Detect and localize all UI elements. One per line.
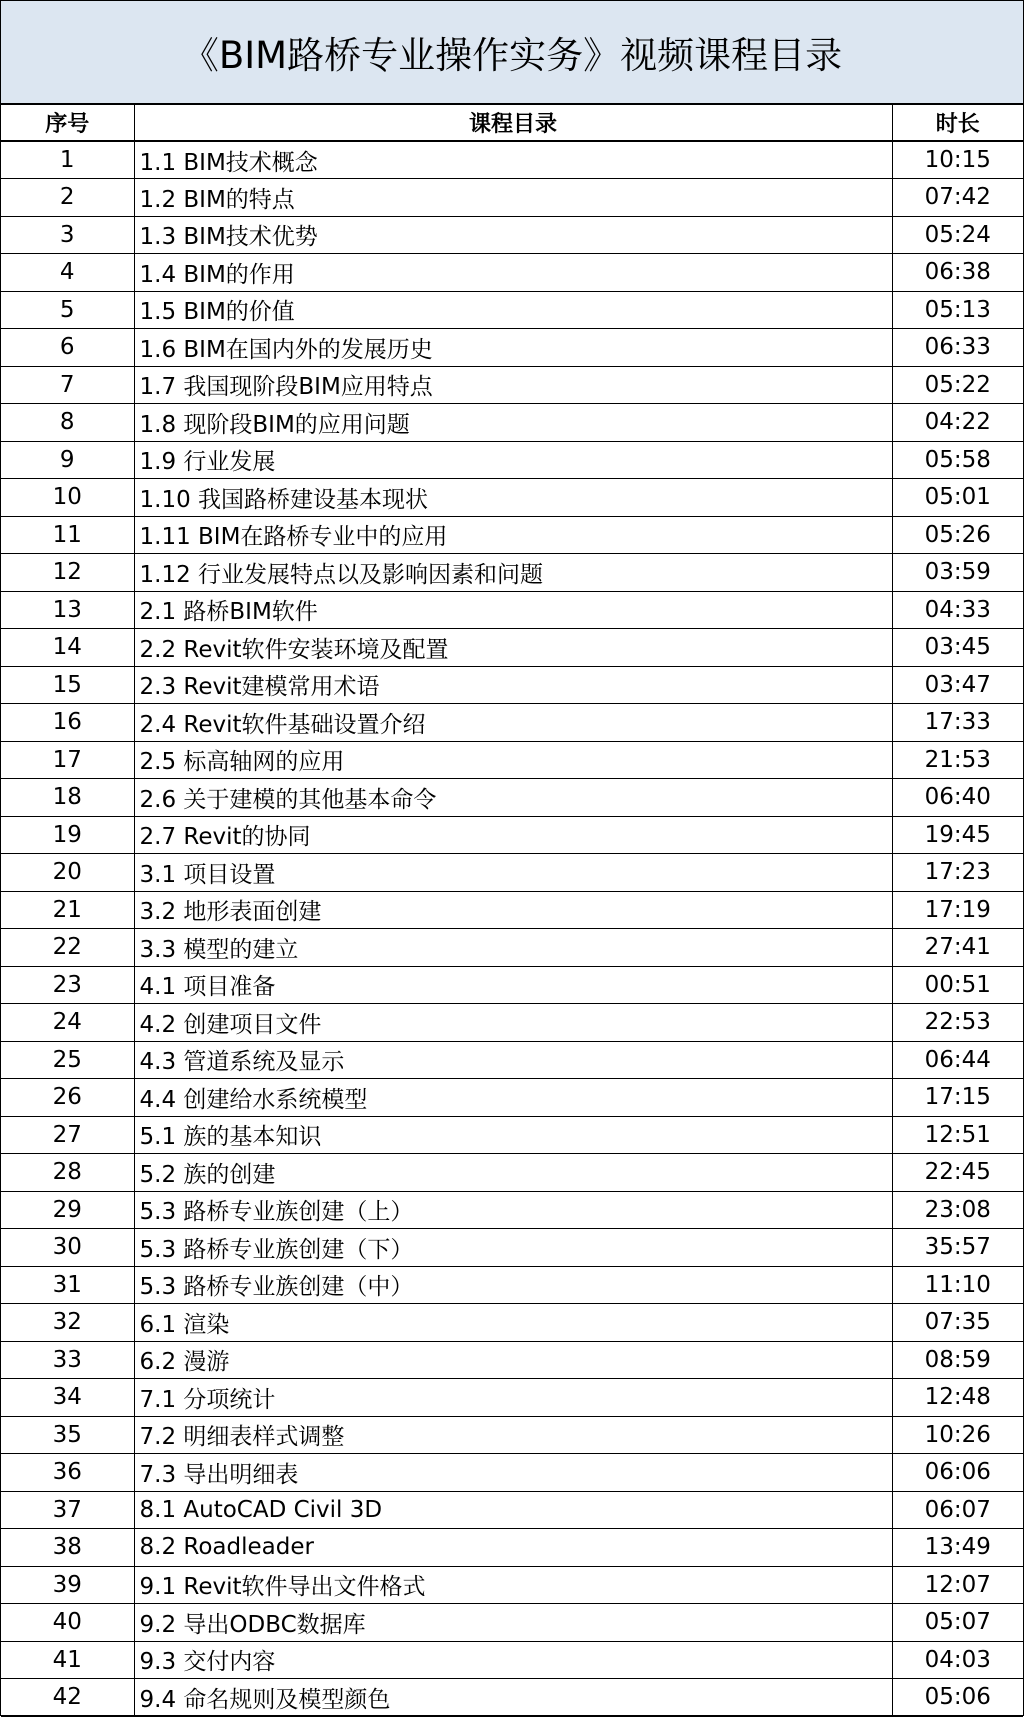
row-duration: 00:51: [892, 966, 1023, 1004]
row-title: 8.2 Roadleader: [134, 1529, 892, 1567]
table-row: [1, 704, 1023, 742]
row-title: 2.1 路桥BIM软件: [134, 591, 892, 629]
table-header-row: [1, 105, 1023, 141]
row-title: 3.3 模型的建立: [134, 929, 892, 967]
table-row: [1, 1266, 1023, 1304]
row-title: 2.4 Revit软件基础设置介绍: [134, 704, 892, 742]
table-row: [1, 1041, 1023, 1079]
row-seq: 36: [1, 1454, 134, 1492]
row-title: 1.2 BIM的特点: [134, 179, 892, 217]
row-title: 5.3 路桥专业族创建（上）: [134, 1191, 892, 1229]
row-duration: 17:19: [892, 891, 1023, 929]
row-title: 1.6 BIM在国内外的发展历史: [134, 329, 892, 367]
row-title: 4.4 创建给水系统模型: [134, 1079, 892, 1117]
table-row: [1, 779, 1023, 817]
row-seq: 14: [1, 629, 134, 667]
table-row: [1, 1379, 1023, 1417]
header-duration: 时长: [892, 105, 1023, 141]
row-duration: 17:15: [892, 1079, 1023, 1117]
table-row: [1, 441, 1023, 479]
row-duration: 23:08: [892, 1191, 1023, 1229]
row-seq: 35: [1, 1416, 134, 1454]
row-title: 4.3 管道系统及显示: [134, 1041, 892, 1079]
table-row: [1, 591, 1023, 629]
table-body: [1, 141, 1023, 1716]
row-seq: 3: [1, 216, 134, 254]
row-seq: 6: [1, 329, 134, 367]
row-seq: 41: [1, 1641, 134, 1679]
table-row: [1, 291, 1023, 329]
row-duration: 22:53: [892, 1004, 1023, 1042]
page-title: 《BIM路桥专业操作实务》视频课程目录: [1, 1, 1023, 105]
row-title: 1.12 行业发展特点以及影响因素和问题: [134, 554, 892, 592]
row-title: 1.5 BIM的价值: [134, 291, 892, 329]
table-row: [1, 741, 1023, 779]
row-duration: 11:10: [892, 1266, 1023, 1304]
row-title: 1.10 我国路桥建设基本现状: [134, 479, 892, 517]
row-seq: 22: [1, 929, 134, 967]
table-row: [1, 516, 1023, 554]
table-row: [1, 929, 1023, 967]
table-row: [1, 1229, 1023, 1267]
table-row: [1, 891, 1023, 929]
row-seq: 33: [1, 1341, 134, 1379]
table-row: [1, 404, 1023, 442]
row-seq: 4: [1, 254, 134, 292]
row-duration: 05:58: [892, 441, 1023, 479]
row-duration: 05:22: [892, 366, 1023, 404]
row-title: 6.1 渲染: [134, 1304, 892, 1342]
table-row: [1, 1004, 1023, 1042]
row-duration: 27:41: [892, 929, 1023, 967]
row-duration: 03:47: [892, 666, 1023, 704]
row-title: 7.2 明细表样式调整: [134, 1416, 892, 1454]
row-title: 9.2 导出ODBC数据库: [134, 1604, 892, 1642]
row-title: 2.3 Revit建模常用术语: [134, 666, 892, 704]
row-title: 9.3 交付内容: [134, 1641, 892, 1679]
row-duration: 08:59: [892, 1341, 1023, 1379]
row-title: 2.2 Revit软件安装环境及配置: [134, 629, 892, 667]
row-seq: 5: [1, 291, 134, 329]
table-row: [1, 1304, 1023, 1342]
table-row: [1, 1416, 1023, 1454]
row-title: 5.1 族的基本知识: [134, 1116, 892, 1154]
row-seq: 37: [1, 1491, 134, 1529]
row-duration: 03:59: [892, 554, 1023, 592]
row-seq: 2: [1, 179, 134, 217]
header-title: 课程目录: [134, 105, 892, 141]
table-row: [1, 1454, 1023, 1492]
table-row: [1, 1341, 1023, 1379]
row-duration: 06:44: [892, 1041, 1023, 1079]
row-title: 2.6 关于建模的其他基本命令: [134, 779, 892, 817]
table-row: [1, 966, 1023, 1004]
row-duration: 05:01: [892, 479, 1023, 517]
table-row: [1, 816, 1023, 854]
table-row: [1, 1679, 1023, 1717]
row-seq: 17: [1, 741, 134, 779]
course-table: [1, 105, 1023, 1717]
row-seq: 25: [1, 1041, 134, 1079]
row-seq: 27: [1, 1116, 134, 1154]
table-row: [1, 254, 1023, 292]
row-seq: 28: [1, 1154, 134, 1192]
table-row: [1, 1491, 1023, 1529]
row-duration: 06:38: [892, 254, 1023, 292]
row-title: 1.1 BIM技术概念: [134, 141, 892, 179]
row-seq: 16: [1, 704, 134, 742]
table-row: [1, 554, 1023, 592]
row-title: 1.8 现阶段BIM的应用问题: [134, 404, 892, 442]
row-duration: 06:07: [892, 1491, 1023, 1529]
row-title: 4.1 项目准备: [134, 966, 892, 1004]
row-duration: 03:45: [892, 629, 1023, 667]
row-seq: 26: [1, 1079, 134, 1117]
table-row: [1, 1191, 1023, 1229]
row-seq: 21: [1, 891, 134, 929]
table-row: [1, 1604, 1023, 1642]
row-seq: 7: [1, 366, 134, 404]
table-row: [1, 329, 1023, 367]
row-title: 7.3 导出明细表: [134, 1454, 892, 1492]
row-seq: 20: [1, 854, 134, 892]
table-row: [1, 1641, 1023, 1679]
row-seq: 23: [1, 966, 134, 1004]
row-duration: 05:07: [892, 1604, 1023, 1642]
row-duration: 07:42: [892, 179, 1023, 217]
row-title: 5.3 路桥专业族创建（中）: [134, 1266, 892, 1304]
row-duration: 04:22: [892, 404, 1023, 442]
row-duration: 06:40: [892, 779, 1023, 817]
row-duration: 12:51: [892, 1116, 1023, 1154]
row-title: 5.3 路桥专业族创建（下）: [134, 1229, 892, 1267]
row-duration: 05:06: [892, 1679, 1023, 1717]
row-seq: 9: [1, 441, 134, 479]
row-seq: 8: [1, 404, 134, 442]
table-row: [1, 141, 1023, 179]
row-duration: 05:26: [892, 516, 1023, 554]
row-seq: 29: [1, 1191, 134, 1229]
table-row: [1, 854, 1023, 892]
row-seq: 30: [1, 1229, 134, 1267]
row-title: 2.5 标高轴网的应用: [134, 741, 892, 779]
row-duration: 06:33: [892, 329, 1023, 367]
row-seq: 11: [1, 516, 134, 554]
table-row: [1, 1116, 1023, 1154]
row-seq: 40: [1, 1604, 134, 1642]
row-duration: 17:23: [892, 854, 1023, 892]
row-seq: 32: [1, 1304, 134, 1342]
row-duration: 05:13: [892, 291, 1023, 329]
row-duration: 13:49: [892, 1529, 1023, 1567]
row-title: 3.1 项目设置: [134, 854, 892, 892]
row-duration: 06:06: [892, 1454, 1023, 1492]
table-row: [1, 1529, 1023, 1567]
row-duration: 17:33: [892, 704, 1023, 742]
row-title: 7.1 分项统计: [134, 1379, 892, 1417]
row-seq: 31: [1, 1266, 134, 1304]
row-duration: 05:24: [892, 216, 1023, 254]
row-title: 3.2 地形表面创建: [134, 891, 892, 929]
row-duration: 07:35: [892, 1304, 1023, 1342]
row-title: 5.2 族的创建: [134, 1154, 892, 1192]
table-row: [1, 629, 1023, 667]
row-title: 2.7 Revit的协同: [134, 816, 892, 854]
row-duration: 12:48: [892, 1379, 1023, 1417]
row-title: 1.7 我国现阶段BIM应用特点: [134, 366, 892, 404]
row-duration: 21:53: [892, 741, 1023, 779]
row-seq: 24: [1, 1004, 134, 1042]
table-row: [1, 179, 1023, 217]
row-title: 4.2 创建项目文件: [134, 1004, 892, 1042]
row-duration: 19:45: [892, 816, 1023, 854]
row-duration: 22:45: [892, 1154, 1023, 1192]
row-title: 1.11 BIM在路桥专业中的应用: [134, 516, 892, 554]
row-seq: 34: [1, 1379, 134, 1417]
table-row: [1, 1566, 1023, 1604]
row-title: 1.9 行业发展: [134, 441, 892, 479]
row-title: 9.4 命名规则及模型颜色: [134, 1679, 892, 1717]
row-title: 1.3 BIM技术优势: [134, 216, 892, 254]
row-seq: 18: [1, 779, 134, 817]
row-title: 6.2 漫游: [134, 1341, 892, 1379]
table-row: [1, 1079, 1023, 1117]
table-row: [1, 479, 1023, 517]
row-duration: 10:26: [892, 1416, 1023, 1454]
row-seq: 13: [1, 591, 134, 629]
row-seq: 1: [1, 141, 134, 179]
row-duration: 04:33: [892, 591, 1023, 629]
row-seq: 39: [1, 1566, 134, 1604]
row-seq: 10: [1, 479, 134, 517]
row-title: 8.1 AutoCAD Civil 3D: [134, 1491, 892, 1529]
table-row: [1, 216, 1023, 254]
row-seq: 38: [1, 1529, 134, 1567]
row-duration: 04:03: [892, 1641, 1023, 1679]
header-seq: 序号: [1, 105, 134, 141]
row-seq: 15: [1, 666, 134, 704]
table-row: [1, 1154, 1023, 1192]
row-title: 1.4 BIM的作用: [134, 254, 892, 292]
row-duration: 10:15: [892, 141, 1023, 179]
row-duration: 12:07: [892, 1566, 1023, 1604]
row-title: 9.1 Revit软件导出文件格式: [134, 1566, 892, 1604]
row-seq: 12: [1, 554, 134, 592]
row-duration: 35:57: [892, 1229, 1023, 1267]
row-seq: 19: [1, 816, 134, 854]
table-row: [1, 666, 1023, 704]
row-seq: 42: [1, 1679, 134, 1717]
table-row: [1, 366, 1023, 404]
